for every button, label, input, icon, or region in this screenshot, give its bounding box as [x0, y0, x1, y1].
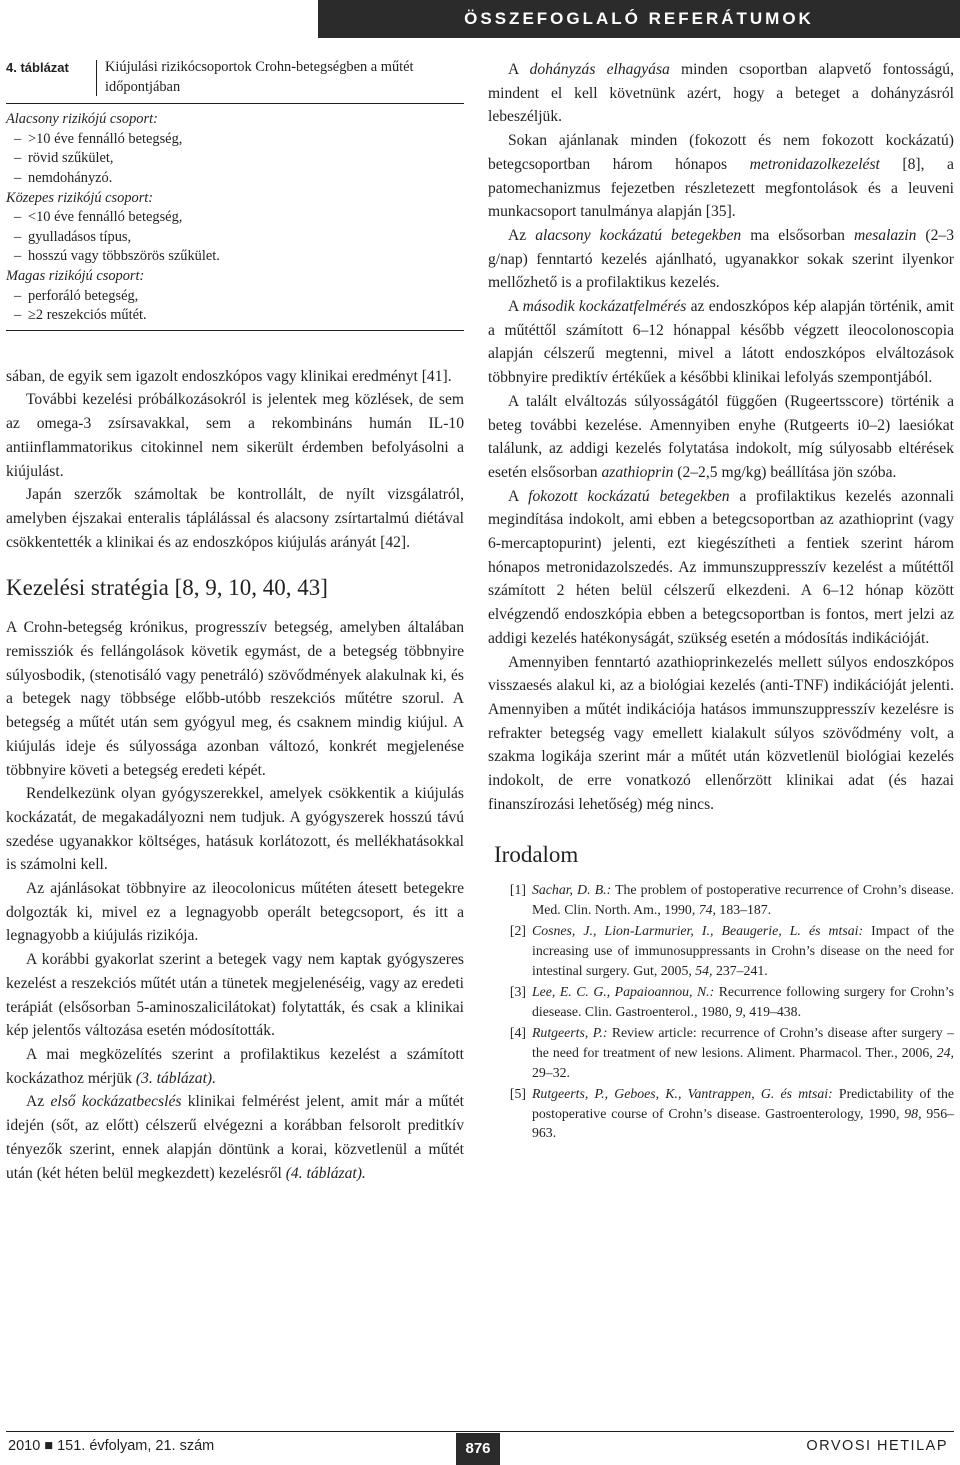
paragraph: Amennyiben fenntartó azathioprinkezelés mellett súlyos endoszkópos visszaesés alakul ki, az a biológiai kezelés (anti-TNF) indikációját jelenti. Amennyiben a műtét indikációja hatásos immunszuppresszív kezelésre is refrakter betegség vagy emellett kialakult súlyos szövődmény volt, a szakma logikája szerint már a műtét után közvetlenül biológiai kezelés indokolt, de erre vonatkozó ellenőrzött klinikai adat (és hazai finanszírozási lehetőség) még nincs. — [488, 653, 954, 813]
reference-item — [488, 1023, 954, 1082]
text-run: minden csoportban alapvető fontosságú, mindent el kell követnünk azért, hogy a beteget a dohányzásról lebeszéljük. — [488, 61, 954, 126]
reference-text — [532, 880, 954, 919]
table-caption: Kiújulási rizikócsoportok Crohn-betegségben a műtét időpontjában — [105, 59, 414, 95]
table-bottom-rule — [6, 330, 464, 331]
text-run: 237–241. — [712, 962, 768, 978]
emphasis: dohányzás elhagyása — [529, 61, 670, 78]
text-run: Az — [508, 226, 536, 244]
reference-number: [5] — [509, 1086, 526, 1102]
table-reference: (3. táblázat). — [135, 1069, 217, 1087]
table-list-item: – perforáló betegség, — [6, 287, 464, 307]
reference-authors: Rutgeerts, P., Geboes, K., Vantrappen, G. és mtsai: — [532, 1086, 833, 1102]
paragraph — [488, 58, 954, 129]
table-list-item: – gyulladásos típus, — [6, 228, 464, 248]
paragraph: További kezelési próbálkozásokról is jelentek meg közlések, de sem az omega-3 zsírsavakkal, sem a rekombináns humán IL-10 antiinflammatorikus citokinnel nem sikerült érdemben befolyásolni a kiújulást. — [6, 391, 464, 480]
emphasis: metronidazolkezelést — [749, 155, 880, 173]
reference-authors: Rutgeerts, P.: — [532, 1025, 608, 1041]
text-run: A talált elváltozás súlyosságától függően (Rugeertsscore) történik a beteg további kezelése. Amennyiben enyhe (Rutgeerts i0–2) laesiókat találunk, az addigi kezelés folytatása indokolt, míg súlyosabb eltérések esetén elsősorban — [488, 392, 954, 481]
section-header: ÖSSZEFOGLALÓ REFERÁTUMOK — [318, 0, 960, 38]
table-group-title: Alacsony rizikójú csoport: — [6, 111, 158, 128]
reference-number: [2] — [509, 923, 526, 939]
left-column — [6, 58, 464, 1185]
paragraph: Japán szerzők számoltak be kontrollált, de nyílt vizsgálatról, amelyben éjszakai enteralis táplálással és alacsony zsírtartalmú diétával csökkentették a klinikai és az endoszkópos kiújulás arányát [42]. — [6, 486, 464, 551]
emphasis: második kockázatfelmérés — [522, 298, 687, 316]
table-list-item: – rövid szűkület, — [6, 149, 464, 169]
reference-volume: 54, — [695, 962, 713, 978]
paragraph — [488, 485, 954, 651]
table-4 — [6, 58, 464, 331]
table-list-item: – hosszú vagy többszörös szűkület. — [6, 247, 464, 267]
footer-rule — [6, 1431, 954, 1432]
text-run: A — [508, 298, 523, 316]
table-group-title: Közepes rizikójú csoport: — [6, 189, 154, 206]
paragraph: A Crohn-betegség krónikus, progresszív betegség, amelyben általában remissziók és fellángolások követik egymást, de a betegség többnyire súlyosbodik, (stenotisáló vagy penetráló) szövődmények alakulnak ki, és a betegek nagy többsége előbb-utóbb reszekciós műtétre szorul. A betegség a műtét után sem gyógyul meg, és csaknem mindig kiújul. A kiújulás ideje és súlyossága azonban változó, konkrét megjelenése többnyire követi a betegség eredeti képét. — [6, 619, 464, 779]
paragraph — [488, 295, 954, 390]
text-run: 419–438. — [745, 1003, 802, 1019]
reference-volume: 74, — [698, 901, 716, 917]
text-run: [8], a patomechanizmus fejezetben részletezett megfontolások és a leuveni munkacsoport tanulmánya alapján [35]. — [488, 155, 954, 221]
reference-text — [532, 1084, 954, 1143]
reference-item — [488, 982, 954, 1021]
reference-item — [488, 921, 954, 980]
paragraph — [488, 390, 954, 485]
right-column — [488, 58, 954, 1145]
text-run: 29–32. — [532, 1064, 570, 1080]
table-list-item: – <10 éve fennálló betegség, — [6, 208, 464, 228]
table-list-item: – nemdohányzó. — [6, 169, 464, 189]
footer-issue: 2010 ■ 151. évfolyam, 21. szám — [8, 1438, 215, 1454]
text-run: (2–3 g/nap) fenntartó kezelés ajánlható, ugyanakkor sokak szerint ilyenkor mellőzhető is a profilaktikus kezelés. — [488, 226, 954, 292]
paragraph — [488, 129, 954, 224]
text-run: ma elsősorban — [741, 226, 855, 244]
reference-list — [488, 880, 954, 1143]
table-list-item: – >10 éve fennálló betegség, — [6, 130, 464, 150]
reference-item — [488, 1084, 954, 1143]
reference-volume: 98, — [904, 1105, 922, 1121]
paragraph: sában, de egyik sem igazolt endoszkópos vagy klinikai eredményt [41]. — [6, 367, 452, 385]
table-group-title: Magas rizikójú csoport: — [6, 267, 145, 284]
reference-volume: 9, — [735, 1003, 746, 1019]
paragraph: Az ajánlásokat többnyire az ileocolonicus műtéten átesett betegekre dolgozták ki, mivel ez a legnagyobb operált betegcsoport, és itt a legnagyobb a kiújulás rizikója. — [6, 880, 464, 945]
table-reference: (4. táblázat). — [285, 1164, 366, 1182]
table-top-rule — [6, 103, 464, 104]
section-heading: Kezelési stratégia [8, 9, 10, 40, 43] — [6, 575, 328, 601]
table-separator — [96, 60, 97, 96]
text-run: az endoszkópos kép alapján történik, amit a műtéttől számított 6–12 hónappal később végzett ileocolonoscopia alapján célszerű megtenni, mivel a látott endoszkópos elváltozások többnyire prediktív értékűek a későbbi klinikai lefolyás szempontjából. — [488, 298, 954, 387]
text-run: a profilaktikus kezelés azonnali megindítása indokolt, ami ebben a betegcsoportban az azathioprint (vagy 6-mercaptopurint) jelenti, ezt kiegészítheti a fentiek szerint három hónapos metronidazolszedés. Az immunszuppresszív kezelést a műtéttől számított 2 héten belül célszerű elkezdeni. A 6–12 hónap között elvégzendő endoszkópia ebben a betegcsoportban is fontos, mert jelzi az addigi kezelés hatékonyságát, szükség esetén a módosítás indikációját. — [488, 487, 954, 647]
text-run: Impact of the increasing use of immunosuppressants in Crohn’s disease on the need for intestinal surgery. Gut, 2005, — [532, 923, 954, 978]
text-run: (2–2,5 mg/kg) beállítása jön szóba. — [673, 463, 897, 481]
text-run: 956–963. — [532, 1105, 954, 1141]
paragraph — [6, 1043, 464, 1090]
text-run: Az — [26, 1093, 51, 1111]
page-number: 876 — [456, 1433, 500, 1465]
reference-volume: 24, — [936, 1044, 954, 1060]
paragraph: A korábbi gyakorlat szerint a betegek vagy nem kaptak gyógyszeres kezelést a reszekciós műtét után a tünetek megjelenéséig, vagy az eredeti terápiát (elsősorban 5-aminoszalicilátokat) folytatták, és csak a klinikai kép jelentős változása esetén módosították. — [6, 951, 464, 1040]
paragraph — [488, 224, 954, 295]
text-run: A — [508, 61, 530, 78]
text-run: klinikai felmérést jelent, amit már a műtét idején (sőt, az előtt) célszerű elvégezni a korábban felsorolt preditkív tényezők szerint, ennek alapján döntünk a korai, közvetlenül a műtét után (két héten belül megkezdett) kezelésről — [6, 1093, 464, 1182]
text-run: 183–187. — [715, 901, 772, 917]
text-run: Review article: recurrence of Crohn’s disease after surgery – the need for treatment of new lesions. Aliment. Pharmacol. Ther., 2006, — [532, 1025, 954, 1060]
text-run: A mai megközelítés szerint a profilaktikus kezelést a számított kockázathoz mérjük — [6, 1046, 464, 1087]
reference-item — [488, 880, 954, 919]
text-run: Sokan ajánlanak minden (fokozott és nem fokozott kockázatú) betegcsoportban három hónapos — [488, 132, 954, 173]
emphasis: azathioprin — [601, 463, 674, 481]
reference-text — [532, 921, 954, 980]
reference-number: [1] — [509, 882, 526, 898]
table-label: 4. táblázat — [6, 60, 69, 75]
reference-text — [532, 1023, 954, 1082]
emphasis: fokozott kockázatú betegekben — [528, 487, 730, 505]
emphasis: mesalazin — [854, 226, 917, 244]
text-run: Predictability of the postoperative course of Crohn’s disease. Gastroenterology, 1990, — [532, 1086, 954, 1121]
emphasis: alacsony kockázatú betegekben — [535, 226, 742, 244]
paragraph — [6, 1090, 464, 1185]
table-list-item: – ≥2 reszekciós műtét. — [6, 306, 464, 326]
paragraph: Rendelkezünk olyan gyógyszerekkel, amelyek csökkentik a kiújulás kockázatát, de megakadályozni nem tudjuk. A gyógyszerek hosszú távú szedése ugyanakkor költséges, hatásuk korlátozott, és mellékhatásokkal is számolni kell. — [6, 785, 464, 874]
reference-authors: Lee, E. C. G., Papaioannou, N.: — [532, 984, 715, 1000]
reference-authors: Cosnes, J., Lion-Larmurier, I., Beaugerie, L. és mtsai: — [532, 923, 864, 939]
references-heading: Irodalom — [494, 841, 579, 867]
reference-number: [3] — [509, 984, 526, 1000]
reference-text — [532, 982, 954, 1021]
text-run: A — [508, 487, 529, 505]
text-run: The problem of postoperative recurrence of Crohn’s disease. Med. Clin. North. Am., 1990, — [532, 882, 954, 917]
table-header — [6, 58, 464, 97]
emphasis: első kockázatbecslés — [50, 1093, 182, 1111]
footer-journal: ORVOSI HETILAP — [806, 1438, 948, 1454]
reference-number: [4] — [509, 1025, 526, 1041]
reference-authors: Sachar, D. B.: — [532, 882, 612, 898]
text-run: Recurrence following surgery for Crohn’s diesease. Clin. Gastroenterol., 1980, — [532, 984, 954, 1019]
